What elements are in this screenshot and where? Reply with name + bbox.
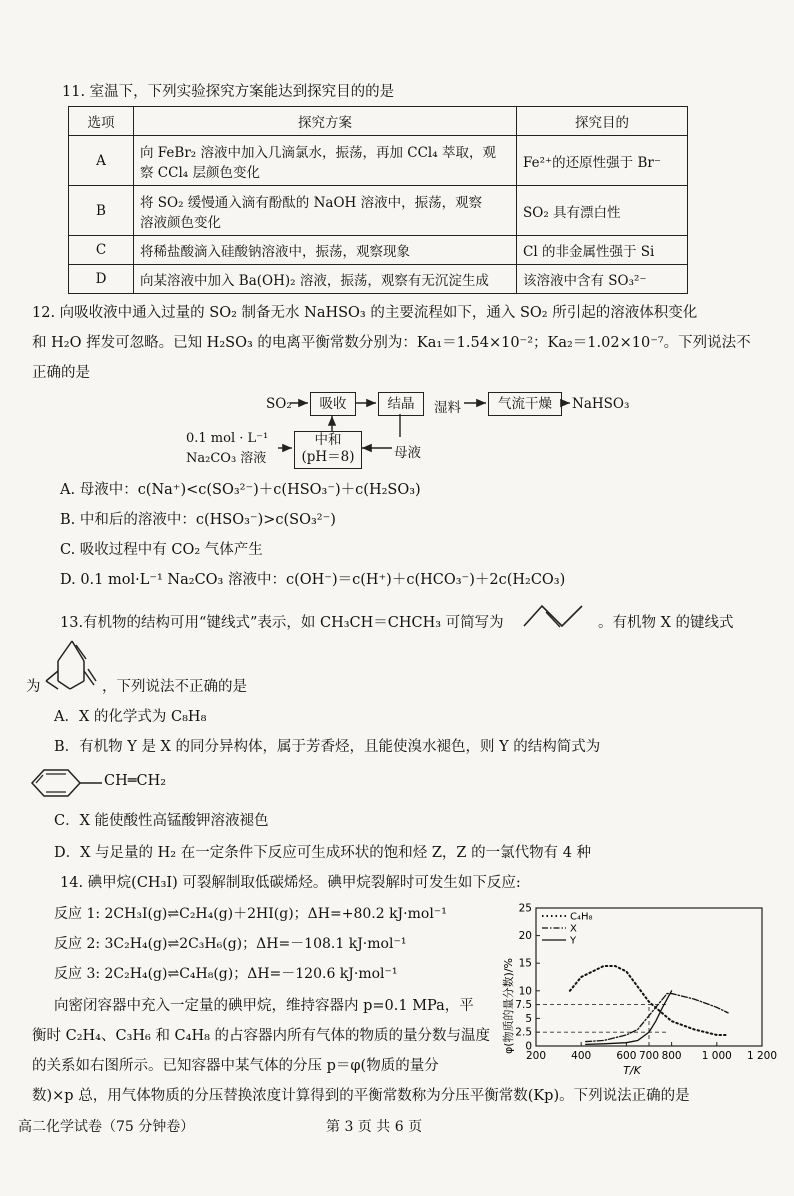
q14-paragraph-3: 的关系如右图所示。已知容器中某气体的分压 p＝φ(物质的量分 [32, 1058, 439, 1074]
y-tick-label: 15 [518, 957, 532, 970]
y-axis-label: φ(物质的量分数)/% [502, 958, 515, 1054]
q13-option-d: D．X 与足量的 H₂ 在一定条件下反应可生成环状的饱和烃 Z，Z 的一氯代物有 4 种 [54, 845, 592, 861]
q14-paragraph-1: 向密闭容器中充入一定量的碘甲烷，维持容器内 p=0.1 MPa，平 [54, 998, 474, 1014]
y-tick-label: 2.5 [515, 1026, 532, 1039]
flow-na2co3: Na₂CO₃ 溶液 [186, 451, 267, 466]
q13-line2b: ，下列说法不正确的是 [102, 679, 247, 695]
legend-label: X [570, 923, 577, 935]
goal-cell: Fe²⁺的还原性强于 Br⁻ [517, 136, 688, 186]
q13-option-a: A．X 的化学式为 C₈H₈ [54, 709, 207, 725]
goal-cell: SO₂ 具有漂白性 [517, 186, 688, 236]
q13-option-c: C．X 能使酸性高锰酸钾溶液褪色 [54, 813, 269, 829]
plan-text: 向某溶液中加入 Ba(OH)₂ 溶液，振荡，观察有无沉淀生成 [140, 273, 489, 289]
q12-line3: 正确的是 [32, 365, 90, 381]
q13-line2a: 为 [26, 679, 41, 695]
legend-label: Y [570, 935, 577, 947]
q14-reaction-2: 反应 2: 3C₂H₄(g)⇌2C₃H₆(g)；ΔH=－108.1 kJ·mol⁻¹ [54, 936, 407, 952]
q12-option-a: A. 母液中：c(Na⁺)<c(SO₃²⁻)＋c(HSO₃⁻)＋c(H₂SO₃) [60, 482, 421, 498]
x-tick-label: 1 200 [746, 1050, 778, 1062]
q14-reaction-1: 反应 1: 2CH₃I(g)⇌C₂H₄(g)＋2HI(g)；ΔH=+80.2 kJ·mol⁻¹ [54, 906, 447, 922]
q13-line1b: 。有机物 X 的键线式 [598, 615, 734, 631]
butene-skeletal-icon [522, 600, 588, 632]
y-tick-label: 7.5 [515, 999, 532, 1012]
footer-page-number: 第 3 页 共 6 页 [326, 1119, 423, 1135]
q14-paragraph-2: 衡时 C₂H₄、C₃H₆ 和 C₄H₈ 的占容器内所有气体的物质的量分数与温度 [32, 1028, 491, 1044]
flow-arrows [0, 0, 794, 500]
table-header: 探究方案 [134, 107, 517, 136]
x-tick-label: 600 [616, 1050, 637, 1062]
table-header: 选项 [69, 107, 134, 136]
flow-wet-material: 湿料 [434, 400, 461, 416]
option-label: A [69, 136, 134, 186]
q12-line1: 12. 向吸收液中通入过量的 SO₂ 制备无水 NaHSO₃ 的主要流程如下，通入 SO₂ 所引起的溶液体积变化 [32, 305, 698, 321]
q12-line2: 和 H₂O 挥发可忽略。已知 H₂SO₃ 的电离平衡常数分别为：Ka₁＝1.54×10⁻²；Ka₂＝1.02×10⁻⁷。下列说法不 [32, 335, 751, 351]
q13-line1a: 13.有机物的结构可用“键线式”表示，如 CH₃CH＝CHCH₃ 可简写为 [60, 615, 504, 631]
absorb-box: 吸收 [310, 392, 356, 416]
goal-cell: 该溶液中含有 SO₃²⁻ [517, 265, 688, 294]
plan-text: 将 SO₂ 缓慢通入滴有酚酞的 NaOH 溶液中，振荡，观察 [140, 194, 483, 211]
y-tick-label: 25 [518, 902, 532, 915]
barrelene-structure-icon [36, 635, 106, 695]
x-tick-label: 1 000 [701, 1050, 732, 1062]
q14-paragraph-4: 数)×p 总，用气体物质的分压替换浓度计算得到的平衡常数称为分压平衡常数(Kp)。下列说法正确的是 [32, 1088, 690, 1104]
neutralize-label: 中和 [314, 432, 342, 448]
y-tick-label: 20 [518, 930, 532, 943]
fraction-vs-temperature-chart [484, 896, 784, 1078]
neutralize-ph: (pH＝8) [301, 449, 355, 465]
plan-text: 察 CCl₄ 层颜色变化 [140, 164, 260, 181]
flow-so2: SO₂ [266, 396, 292, 412]
goal-cell: Cl 的非金属性强于 Si [517, 236, 688, 265]
flow-product: NaHSO₃ [572, 396, 630, 412]
plan-text: 溶液颜色变化 [140, 214, 221, 231]
option-label: B [69, 186, 134, 236]
q12-option-d: D. 0.1 mol·L⁻¹ Na₂CO₃ 溶液中：c(OH⁻)＝c(H⁺)＋c(HCO₃⁻)＋2c(H₂CO₃) [60, 572, 566, 588]
q11-stem: 11. 室温下，下列实验探究方案能达到探究目的的是 [62, 84, 395, 100]
dry-box: 气流干燥 [488, 392, 562, 416]
x-tick-label: 700 [638, 1050, 660, 1062]
legend-label: C₄H₈ [570, 911, 593, 923]
x-tick-label: 400 [571, 1050, 592, 1062]
q13-styrene-formula: CH═CH₂ [104, 773, 167, 789]
option-label: C [69, 236, 134, 265]
flow-concentration: 0.1 mol · L⁻¹ [186, 431, 269, 446]
crystallize-box: 结晶 [378, 392, 424, 416]
y-tick-label: 0 [525, 1040, 532, 1053]
y-tick-label: 10 [518, 985, 532, 998]
y-tick-label: 5 [525, 1012, 532, 1025]
table-header: 探究目的 [517, 107, 688, 136]
flow-mother-liquor: 母液 [394, 445, 421, 461]
series-line [586, 991, 672, 1045]
x-tick-label: 800 [661, 1050, 682, 1062]
x-axis-label: T/K [623, 1064, 641, 1077]
x-tick-label: 200 [525, 1050, 547, 1062]
option-label: D [69, 265, 134, 294]
plan-text: 向 FeBr₂ 溶液中加入几滴氯水，振荡，再加 CCl₄ 萃取，观 [140, 144, 496, 161]
q14-reaction-3: 反应 3: 2C₂H₄(g)⇌C₄H₈(g)；ΔH=－120.6 kJ·mol⁻¹ [54, 966, 398, 982]
q13-option-b: B．有机物 Y 是 X 的同分异构体，属于芳香烃，且能使溴水褪色，则 Y 的结构简式为 [54, 739, 601, 755]
plan-text: 将稀盐酸滴入硅酸钠溶液中，振荡，观察现象 [140, 244, 410, 260]
benzene-ring-icon [24, 766, 104, 800]
footer-left: 高二化学试卷（75 分钟卷） [18, 1119, 195, 1135]
q12-option-b: B. 中和后的溶液中：c(HSO₃⁻)>c(SO₃²⁻) [60, 512, 336, 528]
q12-option-c: C. 吸收过程中有 CO₂ 气体产生 [60, 542, 263, 558]
q14-stem: 14. 碘甲烷(CH₃I) 可裂解制取低碳烯烃。碘甲烷裂解时可发生如下反应: [60, 875, 521, 891]
